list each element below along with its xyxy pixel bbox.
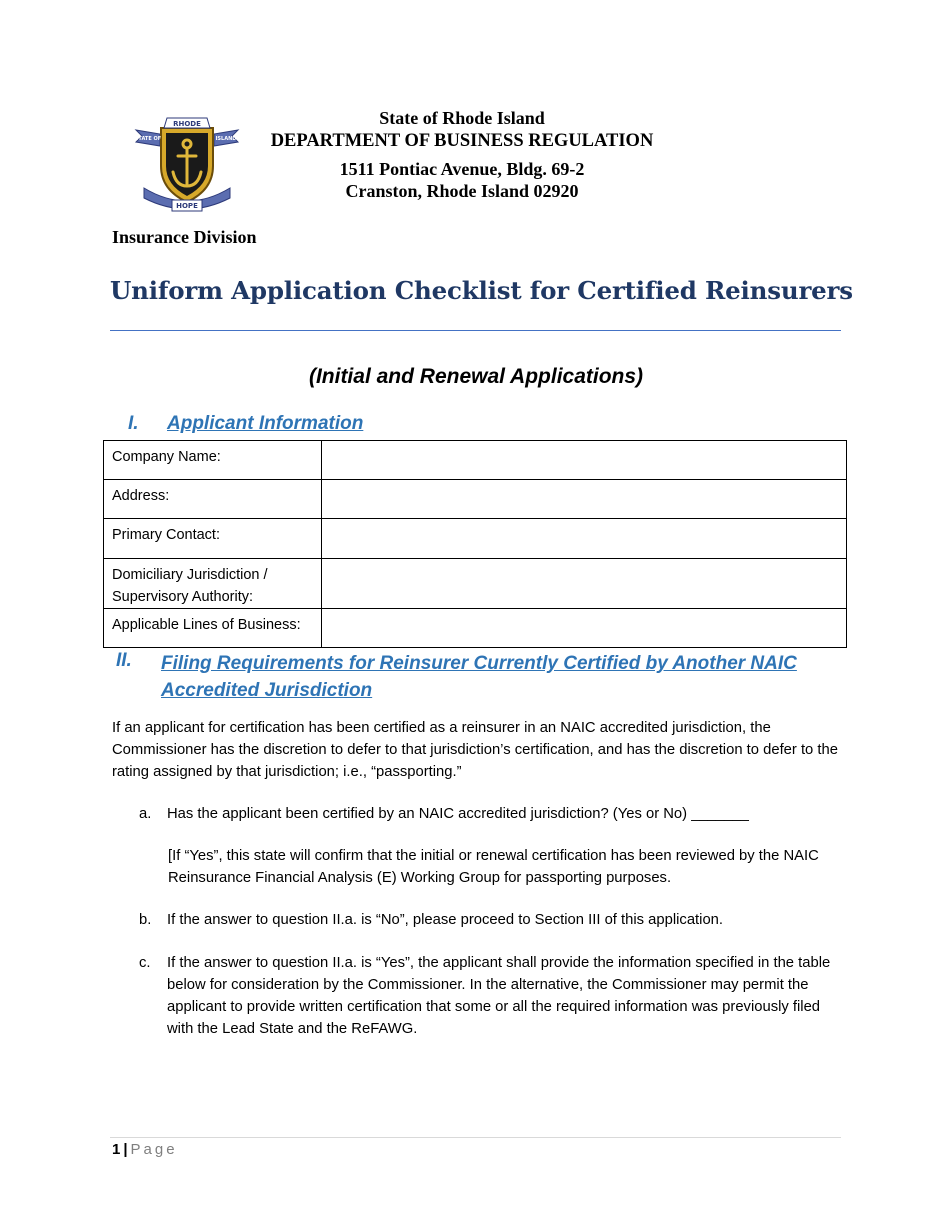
item-c-marker: c. [139, 955, 151, 971]
page-number: 1 [112, 1141, 121, 1158]
document-title: Uniform Application Checklist for Certified Reinsurers [110, 276, 853, 305]
letterhead-address-line1: 1511 Pontiac Avenue, Bldg. 69-2 [339, 159, 585, 179]
section-2-number: II. [116, 650, 132, 671]
item-a-note: [If “Yes”, this state will confirm that the initial or renewal certification has been reviewed by the NAIC Reinsurance Financial Analysis (E) Working Group for passporting purposes. [168, 848, 819, 886]
section-1-number: I. [128, 413, 139, 434]
title-divider [110, 330, 841, 331]
footer-separator: | [123, 1141, 128, 1158]
seal-right-banner-text: ISLAND [215, 136, 237, 142]
section-2-intro: If an applicant for certification has been certified as a reinsurer in an NAIC accredited jurisdiction, the Commissioner has the discretion to defer to that jurisdiction’s certification, and has the discretion to defer to the rating assigned by that jurisdiction; i.e., “passporting.” [112, 720, 838, 780]
seal-bottom-banner-text: HOPE [176, 202, 198, 210]
footer-divider [110, 1137, 841, 1138]
item-c-text: If the answer to question II.a. is “Yes”, the applicant shall provide the information specified in the table below for consideration by the Commissioner. In the alternative, the Commissioner may permit the applicant to provide written certification that some or all the required information was previously filed with the Lead State and the ReFAWG. [167, 955, 831, 1037]
page-label: Page [130, 1141, 178, 1158]
section-1-title: Applicant Information [167, 413, 364, 434]
company-name-label: Company Name: [104, 441, 322, 480]
letterhead-address-line2: Cranston, Rhode Island 02920 [345, 181, 579, 201]
table-row [104, 480, 847, 519]
document-subtitle: (Initial and Renewal Applications) [308, 365, 644, 388]
section-2-title: Filing Requirements for Reinsurer Currently Certified by Another NAIC Accredited Jurisdiction [161, 653, 797, 701]
letterhead-department: DEPARTMENT OF BUSINESS REGULATION [270, 131, 654, 151]
address-field[interactable] [322, 480, 847, 519]
state-seal-logo [134, 114, 240, 214]
item-a-text: Has the applicant been certified by an NAIC accredited jurisdiction? (Yes or No) _______ [167, 806, 749, 822]
item-b-marker: b. [139, 912, 152, 928]
division-name: Insurance Division [112, 227, 257, 247]
domiciliary-jurisdiction-field[interactable] [322, 559, 847, 609]
letterhead-state: State of Rhode Island [379, 108, 545, 128]
page-footer [112, 1141, 178, 1158]
applicant-info-table [103, 440, 847, 648]
seal-left-banner-text: STATE OF [134, 136, 162, 142]
address-label: Address: [104, 480, 322, 519]
primary-contact-field[interactable] [322, 519, 847, 559]
lines-of-business-label: Applicable Lines of Business: [104, 609, 322, 648]
primary-contact-label: Primary Contact: [104, 519, 322, 559]
lines-of-business-field[interactable] [322, 609, 847, 648]
item-a-marker: a. [139, 806, 152, 822]
table-row [104, 609, 847, 648]
company-name-field[interactable] [322, 441, 847, 480]
seal-top-banner-text: RHODE [173, 120, 201, 128]
table-row [104, 559, 847, 609]
domiciliary-jurisdiction-label: Domiciliary Jurisdiction / Supervisory Authority: [104, 559, 322, 609]
table-row [104, 519, 847, 559]
table-row [104, 441, 847, 480]
item-b-text: If the answer to question II.a. is “No”, please proceed to Section III of this application. [167, 912, 724, 928]
